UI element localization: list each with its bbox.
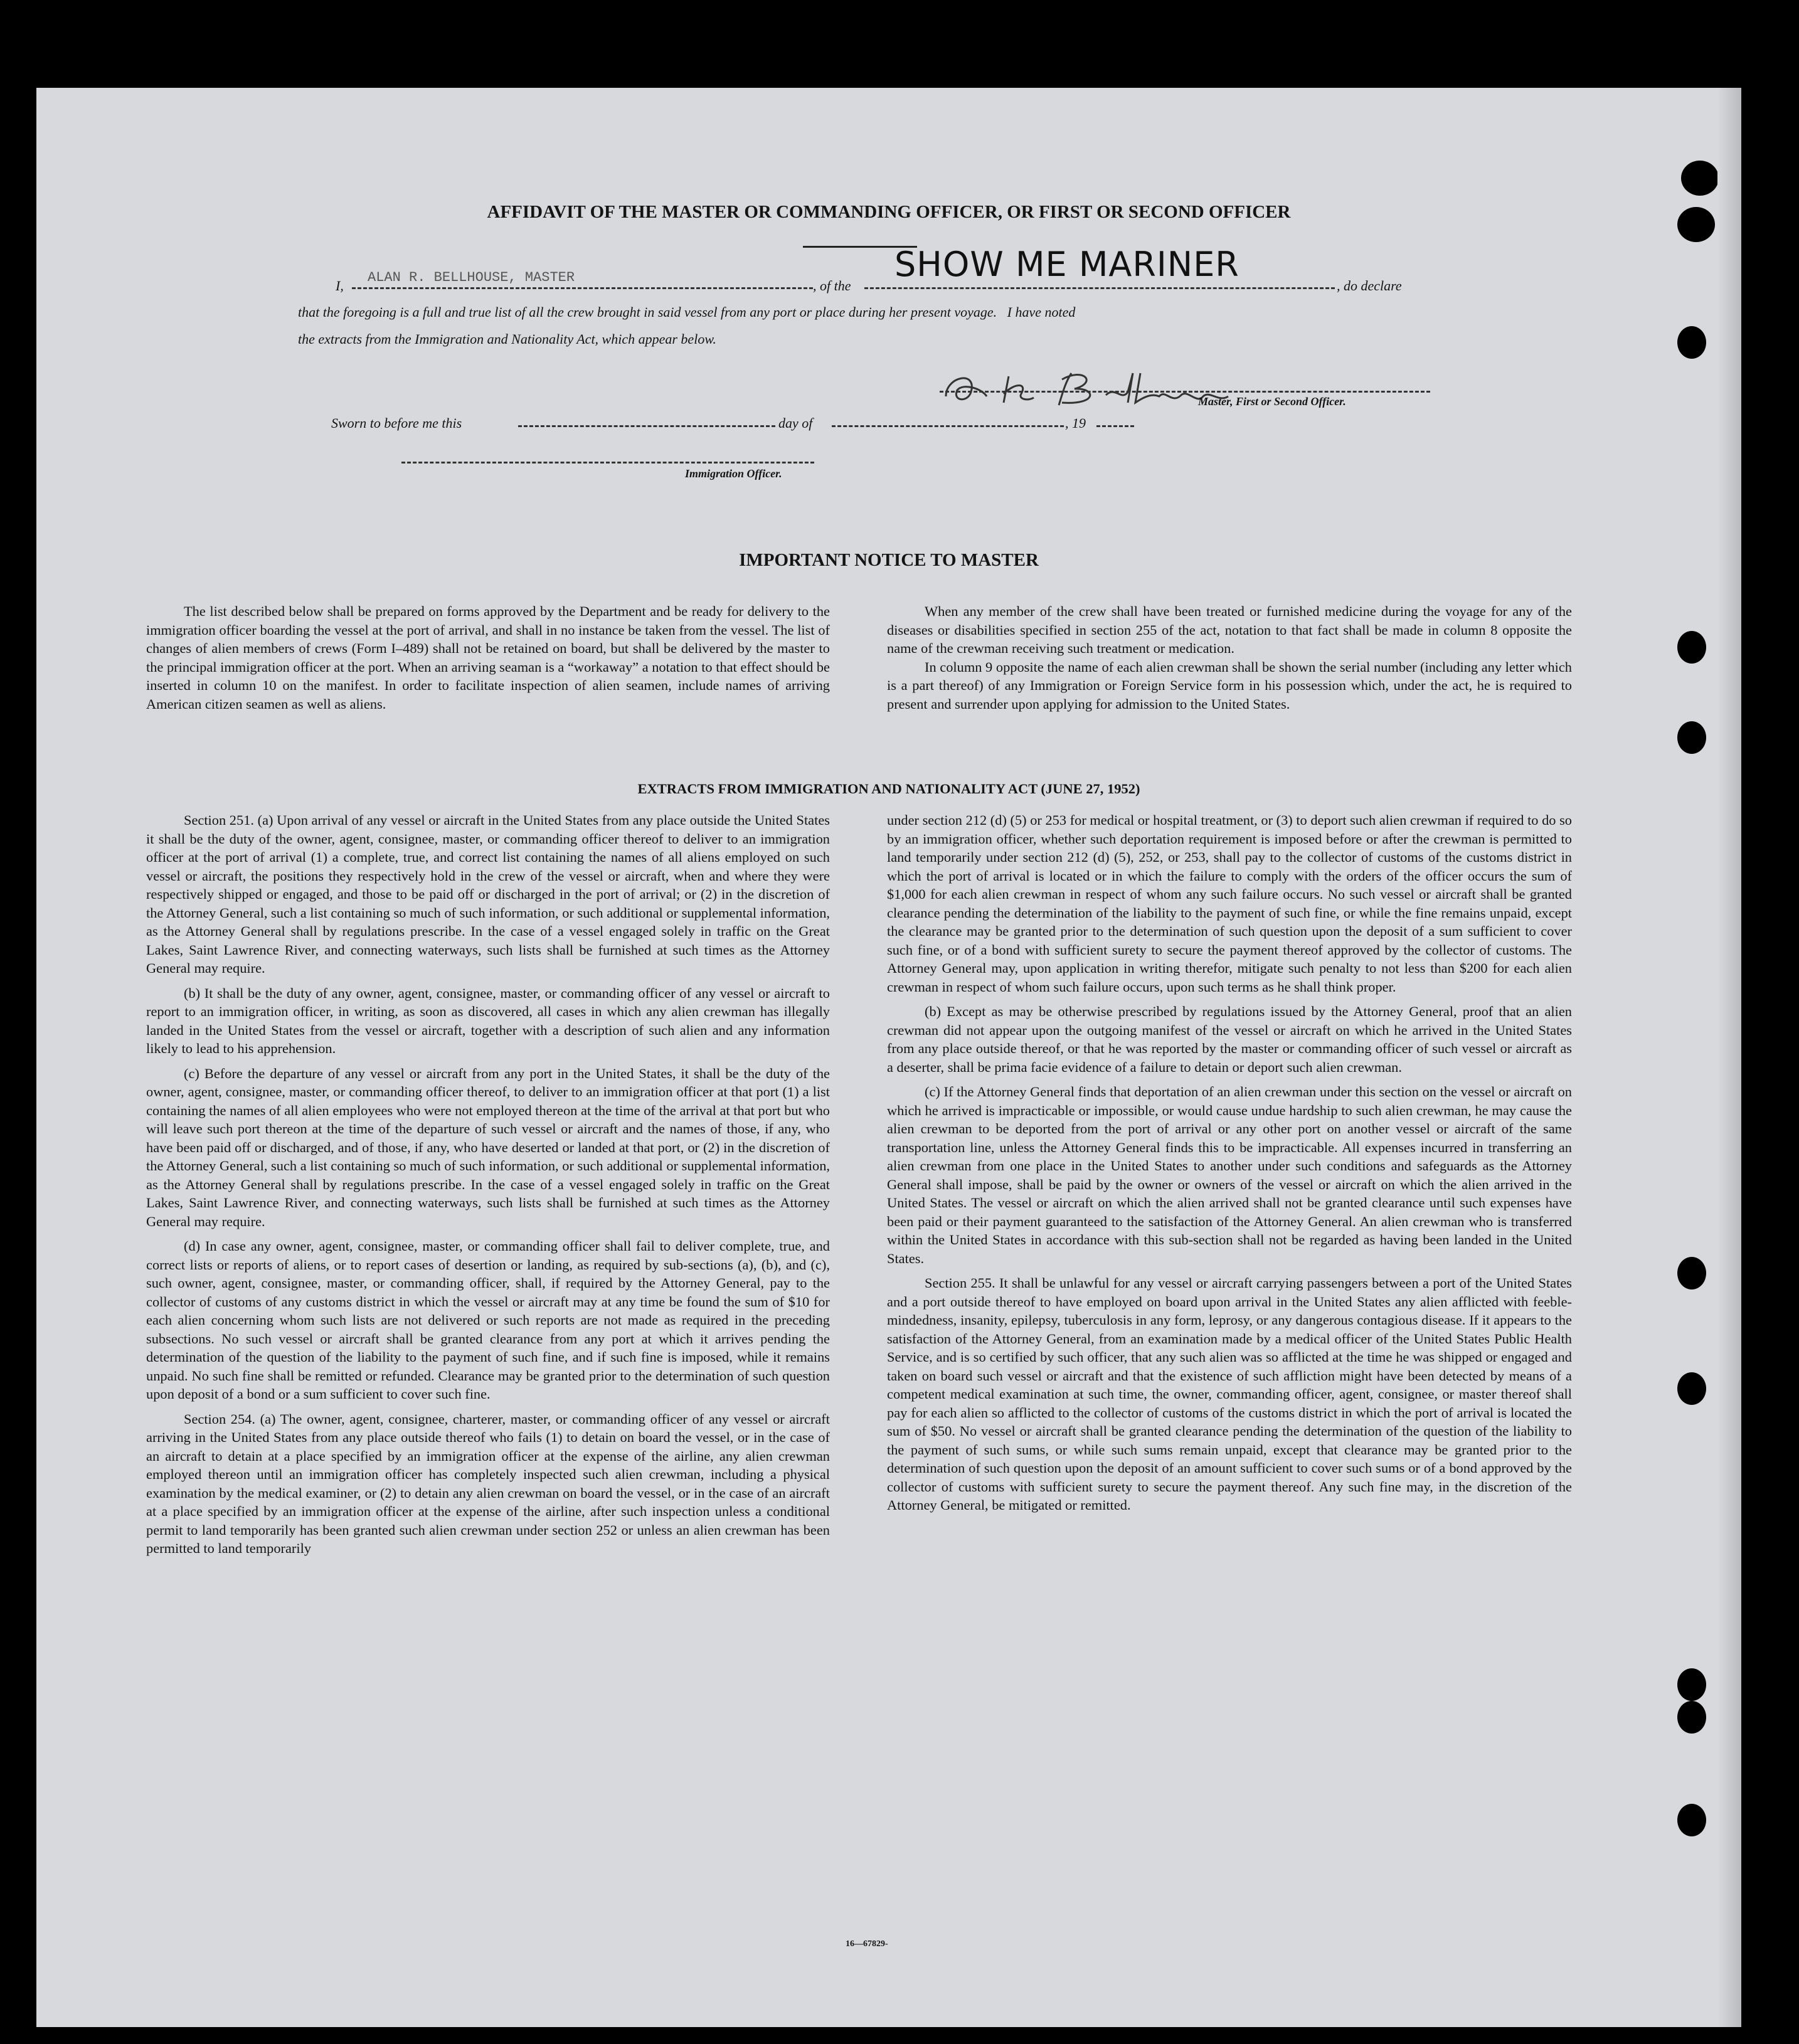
section-254-c: (c) If the Attorney General finds that deportation of an alien crewman under this section on the vessel or aircraft on which he arrived is impracticable or impossible, or would cause undue hardship to such alien crewman, he may cause the alien crewman to be deported from the port of arrival or any other port on another vessel or aircraft of the same transportation line, unless the Attorney General finds this to be impracticable. All expenses incurred in transferring an alien crewman from one place in the United States to another under such conditions and safeguards as the Attorney General shall impose, shall be paid by the owner or owners of the vessel or aircraft on which the alien arrived in the United States. The vessel or aircraft on which the alien arrived shall not be granted clearance until such expenses have been paid or their payment guaranteed to the satisfaction of the Attorney General. An alien crewman who is transferred within the United States in accordance with this sub-section shall not be regarded as having been landed in the United States. (887, 1084, 1572, 1266)
do-declare-label: , do declare (1337, 278, 1402, 294)
immigration-officer-line (401, 462, 814, 463)
i-label: I, (336, 278, 344, 294)
binder-hole (1677, 207, 1715, 242)
of-the-label: , of the (813, 278, 851, 294)
sworn-month-line (832, 425, 1064, 427)
notice-left-column (146, 602, 830, 713)
binder-hole (1677, 1701, 1706, 1734)
binder-hole (1677, 1372, 1706, 1405)
section-255: Section 255. It shall be unlawful for any vessel or aircraft carrying passengers between a port of the United States and a port outside thereof to have employed on board upon arrival in the United States any alien afflicted with feeble-mindedness, insanity, epilepsy, tuberculosis in any form, leprosy, or any dangerous contagious disease. If it appears to the satisfaction of the Attorney General, from an examination made by a medical officer of the United States Public Health Service, and is so certified by such officer, that any such alien was so afflicted at the time he was shipped or engaged and taken on board such vessel or aircraft and that the existence of such affliction might have been detected by means of a competent medical examination at such time, the owner, commanding officer, agent, consignee, or master thereof shall pay for each alien so afflicted to the collector of customs of the customs district in which the port of arrival is located the sum of $50. No vessel or aircraft shall be granted clearance pending the determination of the question of the liability to the payment of such sums, or while such sums remain unpaid, except that clearance may be granted prior to the determination of such question upon the deposit of an amount sufficient to cover such sums or of a bond approved by the collector of customs with sufficient surety to secure the payment thereof. Any such fine may, in the discretion of the Attorney General, be mitigated or remitted. (887, 1275, 1572, 1513)
statement-line-2: the extracts from the Immigration and Nationality Act, which appear below. (298, 331, 716, 347)
notice-right-column (887, 602, 1572, 713)
page-edge-shadow (1717, 88, 1741, 2027)
notice-title: IMPORTANT NOTICE TO MASTER (739, 550, 1039, 570)
day-of-label: day of (778, 415, 813, 431)
section-251-d: (d) In case any owner, agent, consignee, master, or commanding officer shall fail to deliver complete, true, and correct lists or reports of aliens, or to report cases of desertion or landing, as required by sub-sections (a), (b), and (c), such owner, agent, consignee, master, or commanding officer, shall, if required by the Attorney General, pay to the collector of customs of any customs district in which the vessel or aircraft may at any time be found the sum of $10 for each alien concerning whom such lists are not delivered or such reports are not made as required in the preceding subsections. No such vessel or aircraft shall be granted clearance from any port at which it arrives pending the determination of the question of the liability to the payment of such fine, and if such fine is imposed, while it remains unpaid. No such fine shall be remitted or refunded. Clearance may be granted prior to the determination of such question upon deposit of a bond or a sum sufficient to cover such fine. (146, 1238, 830, 1402)
signature-caption: Master, First or Second Officer. (1198, 395, 1346, 408)
extracts-right-column (887, 811, 1572, 1521)
master-name-line (352, 287, 813, 289)
section-254-a: Section 254. (a) The owner, agent, consignee, charterer, master, or commanding officer of any vessel or aircraft arriving in the United States from any place outside thereof who fails (1) to detain on board the vessel, or in the case of an aircraft to detain at a place specified by an immigration officer at the expense of the airline, any alien crewman employed thereon until an immigration officer has completely inspected such alien crewman, including a physical examination by the medical examiner, or (2) to detain any alien crewman on board the vessel, or in the case of an aircraft at a place specified by an immigration officer at the expense of the airline, after such inspection unless a conditional permit to land temporarily has been granted such alien crewman under section 252 or unless an alien crewman has been permitted to land temporarily (146, 1411, 830, 1556)
extracts-title: EXTRACTS FROM IMMIGRATION AND NATIONALITY ACT (JUNE 27, 1952) (637, 781, 1140, 797)
binder-hole (1677, 326, 1706, 359)
sworn-day-line (518, 425, 775, 427)
binder-hole (1677, 1804, 1706, 1836)
sworn-label: Sworn to before me this (331, 415, 462, 431)
section-251-b: (b) It shall be the duty of any owner, agent, consignee, master, or commanding officer of any vessel or aircraft to report to an immigration officer, in writing, as soon as discovered, all cases in which any alien crewman has illegally landed in the United States from the vessel or aircraft, together with a description of such alien and any information likely to lead to his apprehension. (146, 985, 830, 1056)
binder-hole (1681, 161, 1719, 196)
extracts-left-column (146, 811, 830, 1558)
vessel-name-line (864, 287, 1335, 289)
signature-line (940, 391, 1430, 393)
section-251-a: Section 251. (a) Upon arrival of any vessel or aircraft in the United States from any place outside the United States it shall be the duty of the owner, agent, consignee, master, or commanding officer thereof to deliver to an immigration officer at the port of arrival (1) a complete, true, and correct list containing the names of all aliens employed on such vessel or aircraft, the positions they respectively hold in the crew of the vessel or aircraft, when and where they were respectively shipped or engaged, and those to be paid off or discharged in the port of arrival; or (2) in the discretion of the Attorney General, such a list containing so much of such information, or such additional or supplemental information, as the Attorney General shall by regulations prescribe. In the case of a vessel engaged solely in traffic on the Great Lakes, Saint Lawrence River, and connecting waterways, such lists shall be furnished at such times as the Attorney General may require. (146, 812, 830, 976)
document-page (36, 88, 1741, 2027)
master-name: ALAN R. BELLHOUSE, MASTER (368, 270, 575, 285)
section-254-a-continued: under section 212 (d) (5) or 253 for medical or hospital treatment, or (3) to deport such alien crewman if required to do so by an immigration officer, whether such deportation requirement is imposed before or after the crewman is permitted to land temporarily under section 212 (d) (5), 252, or 253, shall pay to the collector of customs of the customs district in which the port of arrival is located or in which the failure to comply with the orders of the officer occurs the sum of $1,000 for each alien crewman in respect of whom any such failure occurs. No such vessel or aircraft shall be granted clearance pending the determination of the liability to the payment of such fine, or while the fine remains unpaid, except the clearance may be granted prior to the determination of such question upon the deposit of a sum sufficient to cover such fine, or of a bond with sufficient surety to secure the payment thereof approved by the collector of customs. The Attorney General may, upon application in writing therefor, mitigate such penalty to not less than $200 for each alien crewman in respect of whom such failure occurs, upon such terms as he shall think proper. (887, 812, 1572, 995)
affidavit-title: AFFIDAVIT OF THE MASTER OR COMMANDING OFFICER, OR FIRST OR SECOND OFFICER (487, 202, 1291, 222)
sworn-year-line (1096, 425, 1134, 427)
section-254-b: (b) Except as may be otherwise prescribed by regulations issued by the Attorney General, proof that an alien crewman did not appear upon the outgoing manifest of the vessel or aircraft on which he arrived in the United States from any place outside thereof, or that he was reported by the master or commanding officer of such vessel or aircraft as a deserter, shall be prima facie evidence of a failure to detain or deport such alien crewman. (887, 1003, 1572, 1075)
notice-right-paragraph-2: In column 9 opposite the name of each alien crewman shall be shown the serial number (including any letter which is a part thereof) of any Immigration or Foreign Service form in his possession which, under the act, he is required to present and surrender upon applying for admission to the United States. (887, 659, 1572, 712)
vessel-name: SHOW ME MARINER (894, 245, 1239, 284)
section-251-c: (c) Before the departure of any vessel or aircraft from any port in the United States, it shall be the duty of the owner, agent, consignee, master, or commanding officer thereof, to deliver to an immigration officer at that port (1) a list containing the names of all alien employees who were not employed thereon at the time of the arrival at that port but who will leave such port thereon at the time of the departure of such vessel or aircraft and the names of those, if any, who have been paid off or discharged, and of those, if any, who have deserted or landed at that port, or (2) in the discretion of the Attorney General, such a list containing so much of such information, or such additional or supplemental information, as the Attorney General shall by regulations prescribe. In the case of a vessel engaged solely in traffic on the Great Lakes, Saint Lawrence River, and connecting waterways, such lists shall be furnished at such times as the Attorney General may require. (146, 1065, 830, 1229)
year-label: , 19 (1065, 415, 1086, 431)
statement-line-1: that the foregoing is a full and true list of all the crew brought in said vessel from any port or place during her present voyage. I have noted (298, 304, 1076, 320)
notice-left-paragraph: The list described below shall be prepared on forms approved by the Department and be ready for delivery to the immigration officer boarding the vessel at the port of arrival, and shall in no instance be taken from the vessel. The list of changes of alien members of crews (Form I–489) shall not be retained on board, but shall be delivered by the master to the principal immigration officer at the port. When an arriving seaman is a “workaway” a notation to that effect should be inserted in column 10 on the manifest. In order to facilitate inspection of alien seamen, include names of arriving American citizen seamen as well as aliens. (146, 603, 830, 712)
immigration-officer-caption: Immigration Officer. (685, 467, 782, 480)
binder-hole (1677, 721, 1706, 754)
binder-hole (1677, 1668, 1706, 1701)
print-code: 16—67829- (846, 1939, 888, 1949)
binder-hole (1677, 631, 1706, 664)
binder-hole (1677, 1257, 1706, 1289)
notice-right-paragraph-1: When any member of the crew shall have been treated or furnished medicine during the voyage for any of the diseases or disabilities specified in section 255 of the act, notation to that fact shall be made in column 8 opposite the name of the crewman receiving such treatment or medication. (887, 603, 1572, 656)
